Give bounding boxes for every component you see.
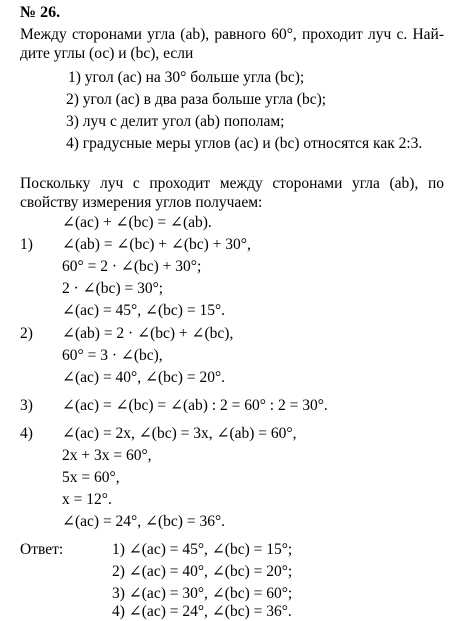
case-line: 2 · ∠(bc) = 30°; — [62, 280, 164, 297]
case-line: ∠(ac) = 2x, ∠(bc) = 3x, ∠(ab) = 60°, — [62, 425, 297, 442]
case-line: ∠(ac) = 45°, ∠(bc) = 15°. — [62, 302, 226, 319]
base-equation: ∠(ac) + ∠(bc) = ∠(ab). — [62, 214, 212, 231]
case-label: 3) — [20, 397, 33, 414]
case-line: 60° = 3 · ∠(bc), — [62, 347, 163, 364]
case-line: x = 12°. — [62, 491, 112, 508]
condition-item: 2) угол (ас) в два раза больше угла (bc); — [66, 91, 327, 108]
condition-item: 4) градусные меры углов (ас) и (bc) относятся как 2:3. — [66, 135, 423, 152]
case-line: ∠(ab) = 2 · ∠(bc) + ∠(bc), — [62, 325, 234, 342]
solution-intro-line-2: свойству измерения углов получаем: — [20, 194, 263, 211]
problem-statement-line-1: Между сторонами угла (ab), равного 60°, проходит луч c. Най- — [20, 26, 444, 43]
case-line: ∠(ab) = ∠(bc) + ∠(bc) + 30°, — [62, 236, 251, 253]
case-label: 2) — [20, 325, 33, 342]
case-label: 1) — [20, 236, 33, 253]
condition-item: 3) луч c делит угол (ab) пополам; — [66, 113, 285, 130]
solution-intro-line-1: Поскольку луч c проходит между сторонами угла (ab), по — [20, 175, 444, 192]
case-line: ∠(ac) = 24°, ∠(bc) = 36°. — [62, 513, 226, 530]
case-line: 5x = 60°, — [62, 469, 120, 486]
answer-item: 4) ∠(ac) = 24°, ∠(bc) = 36°. — [112, 603, 292, 620]
answer-label: Ответ: — [20, 541, 64, 558]
problem-number: № 26. — [20, 4, 61, 21]
case-label: 4) — [20, 425, 33, 442]
answer-item: 1) ∠(ac) = 45°, ∠(bc) = 15°; — [112, 541, 293, 558]
case-line: ∠(ac) = 40°, ∠(bc) = 20°. — [62, 369, 226, 386]
answer-item: 2) ∠(ac) = 40°, ∠(bc) = 20°; — [112, 563, 293, 580]
problem-statement-line-2: дите углы (ос) и (bc), если — [20, 45, 194, 62]
condition-item: 1) угол (ас) на 30° больше угла (bc); — [68, 69, 305, 86]
case-line: 2x + 3x = 60°, — [62, 447, 152, 464]
case-line: ∠(ac) = ∠(bc) = ∠(ab) : 2 = 60° : 2 = 30°. — [62, 397, 328, 414]
answer-item: 3) ∠(ac) = 30°, ∠(bc) = 60°; — [112, 585, 293, 602]
case-line: 60° = 2 · ∠(bc) + 30°; — [62, 258, 202, 275]
